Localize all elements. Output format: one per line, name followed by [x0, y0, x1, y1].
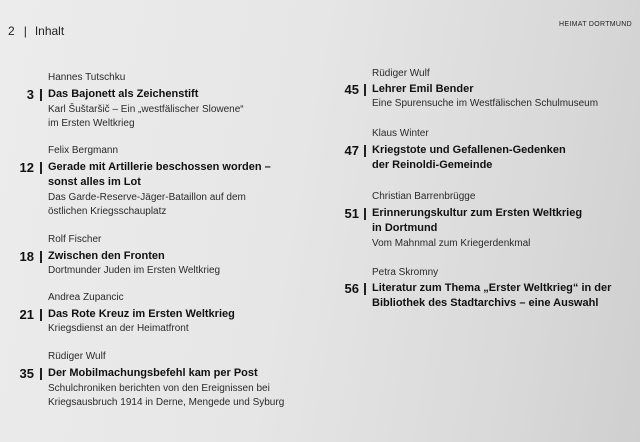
entry-title: Literatur zum Thema „Erster Weltkrieg“ in der Bibliothek des Stadtarchivs – eine Auswahl — [372, 282, 612, 309]
entry-divider — [364, 84, 366, 96]
entry-page-number: 21 — [19, 307, 34, 322]
entry-title: Zwischen den Fronten — [48, 250, 165, 262]
entry-author: Rolf Fischer — [48, 234, 102, 245]
brand-label: HEIMAT DORTMUND — [559, 21, 632, 28]
entry-divider — [364, 208, 366, 220]
entry-title: Erinnerungskultur zum Ersten Weltkrieg in Dortmund — [372, 207, 583, 234]
entry-subtitle: Dortmunder Juden im Ersten Weltkrieg — [48, 265, 221, 276]
entry-author: Petra Skromny — [372, 267, 439, 278]
entry-title: Gerade mit Artillerie beschossen worden – sonst alles im Lot — [48, 161, 271, 188]
entry-author: Christian Barrenbrügge — [372, 191, 476, 202]
entry-divider — [40, 368, 42, 380]
entry-title: Das Rote Kreuz im Ersten Weltkrieg — [48, 308, 235, 320]
entry-page-number: 3 — [26, 87, 34, 102]
entry-divider — [40, 251, 42, 263]
entry-page-number: 12 — [19, 160, 34, 175]
entry-subtitle: Kriegsdienst an der Heimatfront — [48, 323, 189, 334]
entry-author: Andrea Zupancic — [48, 292, 124, 303]
page-header — [8, 24, 64, 38]
entry-page-number: 18 — [19, 249, 34, 264]
entry-title: Das Bajonett als Zeichenstift — [48, 88, 199, 100]
entry-subtitle: Karl Šuštaršič – Ein „westfälischer Slowene“ im Ersten Weltkrieg — [48, 104, 244, 129]
section-title: Inhalt — [34, 24, 65, 38]
entry-divider — [364, 145, 366, 157]
page-number: 2 — [8, 24, 15, 38]
entry-divider — [40, 89, 42, 101]
entry-subtitle: Das Garde-Reserve-Jäger-Bataillon auf dem östlichen Kriegsschauplatz — [48, 192, 246, 217]
entry-author: Hannes Tutschku — [48, 72, 126, 83]
entry-divider — [40, 309, 42, 321]
header-divider: | — [23, 24, 27, 38]
entry-page-number: 35 — [19, 366, 34, 381]
entry-author: Rüdiger Wulf — [48, 351, 106, 362]
entry-divider — [364, 283, 366, 295]
entry-page-number: 51 — [344, 206, 359, 221]
entry-title: Kriegstote und Gefallenen-Gedenken der Reinoldi-Gemeinde — [372, 144, 566, 171]
entry-subtitle: Vom Mahnmal zum Kriegerdenkmal — [372, 238, 531, 249]
entry-page-number: 47 — [344, 143, 359, 158]
entry-title: Der Mobilmachungsbefehl kam per Post — [48, 367, 258, 379]
entry-author: Rüdiger Wulf — [372, 68, 430, 79]
entry-subtitle: Schulchroniken berichten von den Ereignissen bei Kriegsausbruch 1914 in Derne, Mengede und Syburg — [48, 383, 285, 408]
entry-subtitle: Eine Spurensuche im Westfälischen Schulmuseum — [372, 98, 599, 109]
entry-author: Felix Bergmann — [48, 145, 119, 156]
entry-page-number: 56 — [344, 281, 359, 296]
entry-page-number: 45 — [344, 82, 359, 97]
entry-divider — [40, 162, 42, 174]
entry-title: Lehrer Emil Bender — [372, 83, 474, 95]
entry-author: Klaus Winter — [372, 128, 429, 139]
